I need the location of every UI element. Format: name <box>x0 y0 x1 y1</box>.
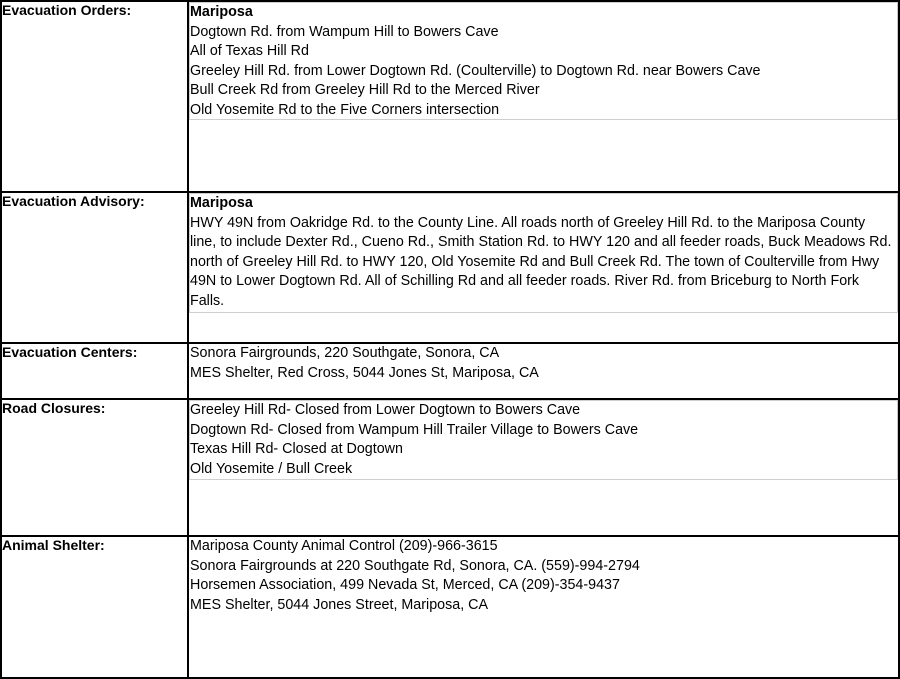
animal-shelter-item: Sonora Fairgrounds at 220 Southgate Rd, Sonora, CA. (559)-994-2794 <box>190 557 640 574</box>
row-animal-shelter <box>1 536 899 678</box>
evacuation-advisory-region: Mariposa <box>190 195 253 211</box>
animal-shelter-item: MES Shelter, 5044 Jones Street, Mariposa, CA <box>190 596 489 613</box>
row-evacuation-advisory <box>1 192 899 343</box>
evacuation-order-item: All of Texas Hill Rd <box>190 43 309 60</box>
evacuation-advisory-text: HWY 49N from Oakridge Rd. to the County Line. All roads north of Greeley Hill Rd. to the Mariposa County line, to include Dexter Rd., Cueno Rd., Smith Station Rd. to HWY 120 and all feeder roads, Buck Meadows Rd. north of Greeley Hill Rd. to HWY 120, Old Yosemite Rd and Bull Creek Rd. The town of Coulterville from Hwy 49N to Lower Dogtown Rd. All of Schilling Rd and all feeder roads. River Rd. from Briceburg to North Fork Falls. <box>190 214 892 309</box>
evacuation-orders-box <box>189 2 898 120</box>
evacuation-centers-content <box>188 343 899 399</box>
animal-shelter-label: Animal Shelter: <box>1 536 188 678</box>
row-evacuation-centers <box>1 343 899 399</box>
evacuation-orders-content <box>188 1 899 192</box>
evacuation-order-item: Dogtown Rd. from Wampum Hill to Bowers Cave <box>190 23 499 40</box>
road-closures-box <box>189 400 898 480</box>
evacuation-order-item: Bull Creek Rd from Greeley Hill Rd to the Merced River <box>190 82 540 99</box>
road-closures-label: Road Closures: <box>1 399 188 536</box>
evacuation-advisory-box <box>189 193 898 313</box>
evacuation-center-item: MES Shelter, Red Cross, 5044 Jones St, Mariposa, CA <box>190 364 539 381</box>
evacuation-orders-region: Mariposa <box>190 4 253 20</box>
row-evacuation-orders <box>1 1 899 192</box>
animal-shelter-content <box>188 536 899 678</box>
evacuation-centers-list <box>189 344 898 383</box>
road-closure-item: Old Yosemite / Bull Creek <box>190 460 353 477</box>
evacuation-advisory-content <box>188 192 899 343</box>
evacuation-order-item: Greeley Hill Rd. from Lower Dogtown Rd. (Coulterville) to Dogtown Rd. near Bowers Cave <box>190 62 761 79</box>
animal-shelter-list <box>189 537 898 615</box>
evacuation-orders-label: Evacuation Orders: <box>1 1 188 192</box>
row-road-closures <box>1 399 899 536</box>
evacuation-advisory-label: Evacuation Advisory: <box>1 192 188 343</box>
road-closures-content <box>188 399 899 536</box>
road-closure-item: Dogtown Rd- Closed from Wampum Hill Trailer Village to Bowers Cave <box>190 421 639 438</box>
evacuation-centers-label: Evacuation Centers: <box>1 343 188 399</box>
road-closure-item: Texas Hill Rd- Closed at Dogtown <box>190 441 403 458</box>
evacuation-order-item: Old Yosemite Rd to the Five Corners intersection <box>190 101 500 118</box>
road-closure-item: Greeley Hill Rd- Closed from Lower Dogtown to Bowers Cave <box>190 402 581 418</box>
evacuation-center-item: Sonora Fairgrounds, 220 Southgate, Sonora, CA <box>190 345 500 361</box>
animal-shelter-item: Mariposa County Animal Control (209)-966-3615 <box>190 538 498 554</box>
animal-shelter-item: Horsemen Association, 499 Nevada St, Merced, CA (209)-354-9437 <box>190 577 620 594</box>
